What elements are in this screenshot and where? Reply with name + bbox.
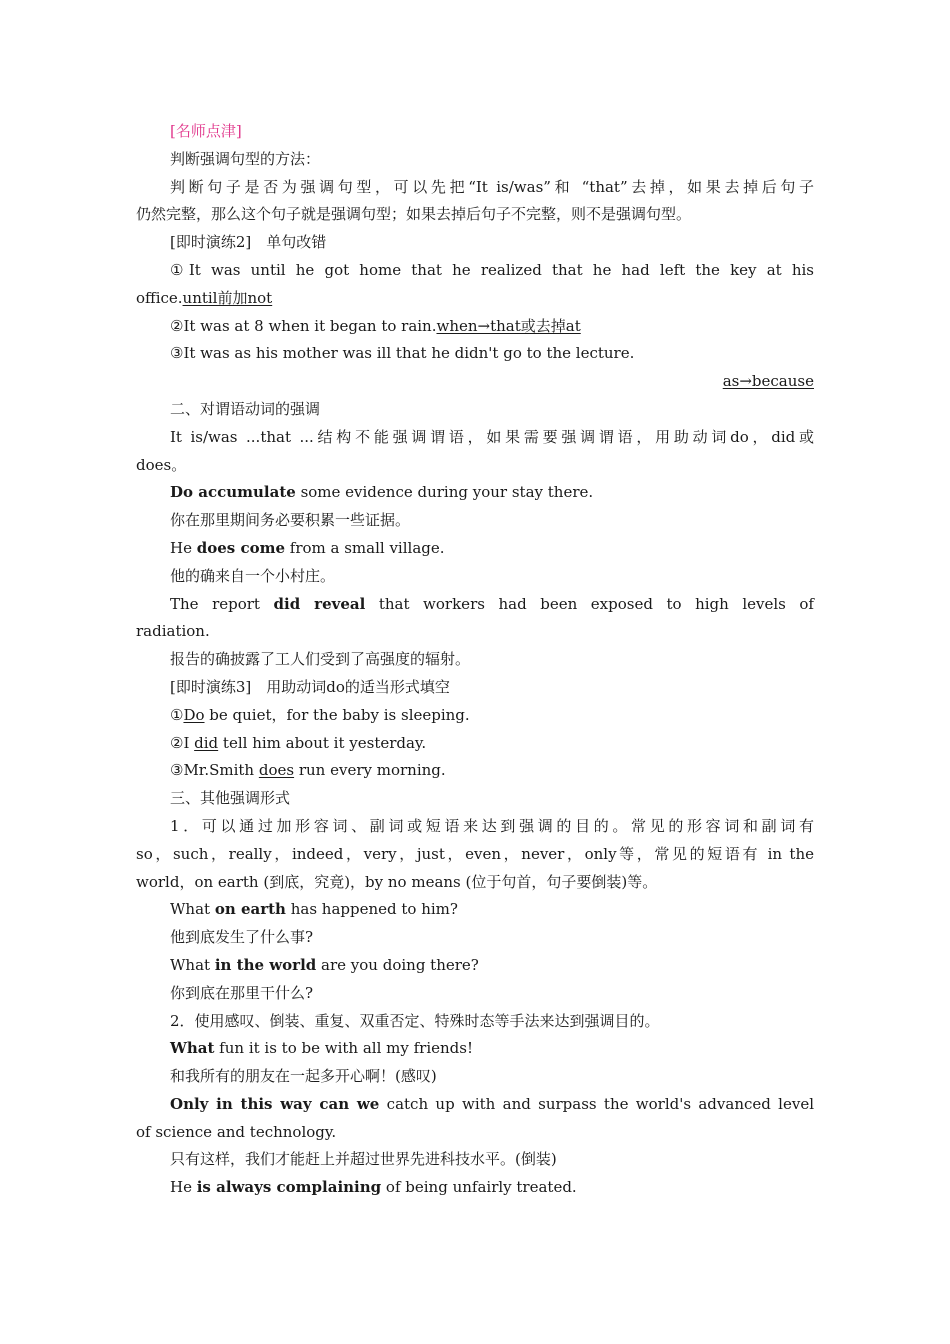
- section3-example2-cn: 你到底在那里干什么?: [170, 983, 314, 1002]
- emphasis-text: does come: [196, 538, 285, 557]
- exercise2-heading: [即时演练2] 单句改错: [170, 233, 327, 252]
- example-text: that workers had been exposed to high levels of: [365, 594, 814, 613]
- emphasis-text: did reveal: [273, 594, 366, 613]
- emphasis-text: Only in this way can we: [170, 1094, 380, 1113]
- section3-p1-line2: so，such，really，indeed，very，just，even，never，only等，常见的短语有 in the: [136, 844, 814, 863]
- emphasis-text: is always complaining: [196, 1178, 382, 1197]
- section3-example1: [136, 896, 814, 924]
- exercise2-q3: ③It was as his mother was ill that he didn't go to the lecture.: [170, 344, 635, 363]
- section3-example5: [136, 1174, 814, 1202]
- section2-example2-cn: 他的确来自一个小村庄。: [170, 566, 336, 585]
- exercise3-q1-answer: Do: [183, 705, 205, 724]
- exercise3-q1: [136, 702, 814, 730]
- example-text: What: [170, 900, 215, 919]
- exercise3-q3-answer: does: [258, 761, 295, 780]
- section2-rule-line2: does。: [136, 455, 187, 474]
- question-number: ①: [170, 705, 184, 724]
- section2-example2: [136, 535, 814, 563]
- section3-heading: 三、其他强调形式: [170, 789, 291, 808]
- exercise2-q1-text: office.: [136, 288, 183, 307]
- section3-example4-cn: 只有这样，我们才能赶上并超过世界先进科技水平。(倒装): [170, 1150, 557, 1169]
- example-text: are you doing there?: [316, 955, 479, 974]
- exercise2-q2-answer: when→that或去掉at: [436, 316, 581, 335]
- section2-example3-cn: 报告的确披露了工人们受到了高强度的辐射。: [170, 650, 471, 669]
- exercise3-q3: [136, 757, 814, 785]
- exercise3-q2: [136, 730, 814, 758]
- example-text: some evidence during your stay there.: [295, 483, 594, 502]
- tip-line-1: 判断句子是否为强调句型，可以先把“It is/was”和 “that”去掉，如果去掉后句子: [170, 177, 814, 196]
- section3-example3: [136, 1035, 814, 1063]
- example-text: The report: [170, 594, 274, 613]
- emphasis-text: on earth: [214, 900, 286, 919]
- section3-example1-cn: 他到底发生了什么事?: [170, 928, 314, 947]
- tip-line-2: 仍然完整，那么这个句子就是强调句型；如果去掉后句子不完整，则不是强调句型。: [136, 205, 692, 224]
- section3-p1-line1: 1．可以通过加形容词、副词或短语来达到强调的目的。常见的形容词和副词有: [170, 816, 814, 835]
- section3-p2: 2．使用感叹、倒装、重复、双重否定、特殊时态等手法来达到强调目的。: [170, 1011, 660, 1030]
- section2-heading: 二、对谓语动词的强调: [170, 399, 321, 418]
- exercise2-q1-line1: ①It was until he got home that he realized that he had left the key at his: [170, 260, 814, 279]
- example-text: has happened to him?: [285, 900, 458, 919]
- emphasis-text: What: [170, 1039, 215, 1058]
- exercise2-q3-answer-row: [136, 368, 814, 396]
- section3-example3-cn: 和我所有的朋友在一起多开心啊！(感叹): [170, 1067, 437, 1086]
- example-text: catch up with and surpass the world's advanced level: [379, 1094, 815, 1113]
- question-text: ②I: [170, 733, 195, 752]
- document-page: [136, 118, 814, 1202]
- section3-example2: [136, 952, 814, 980]
- tip-heading: [名师点津]: [170, 122, 242, 140]
- section2-example3-line2: radiation.: [136, 622, 210, 641]
- example-text: He: [170, 538, 197, 557]
- section3-p1-line3: world，on earth (到底，究竟)，by no means (位于句首，句子要倒装)等。: [136, 872, 658, 891]
- exercise3-q2-answer: did: [194, 733, 219, 752]
- section2-rule-line1: It is/was ...that ...结构不能强调谓语，如果需要强调谓语，用助动词do，did或: [170, 427, 814, 446]
- example-text: He: [170, 1178, 197, 1197]
- question-text: run every morning.: [294, 761, 446, 780]
- section3-example4-line2: of science and technology.: [136, 1122, 337, 1141]
- question-text: ③Mr.Smith: [170, 761, 259, 780]
- section3-example4: [136, 1091, 814, 1119]
- tip-title: 判断强调句型的方法：: [170, 149, 321, 168]
- question-text: be quiet，for the baby is sleeping.: [204, 705, 470, 724]
- section2-example1-cn: 你在那里期间务必要积累一些证据。: [170, 511, 411, 530]
- section2-example1: [136, 479, 814, 507]
- example-text: from a small village.: [285, 538, 445, 557]
- example-text: of being unfairly treated.: [381, 1178, 577, 1197]
- exercise2-q3-answer: as→because: [722, 372, 814, 391]
- exercise2-q1-answer: until前加not: [182, 288, 273, 307]
- exercise2-q1-line2: [136, 285, 814, 313]
- example-text: What: [170, 955, 215, 974]
- emphasis-text: Do accumulate: [170, 483, 296, 502]
- exercise2-q2-text: ②It was at 8 when it began to rain.: [170, 316, 437, 335]
- section2-example3: [136, 591, 814, 619]
- exercise3-heading: [即时演练3] 用助动词do的适当形式填空: [170, 677, 450, 696]
- emphasis-text: in the world: [214, 955, 317, 974]
- example-text: fun it is to be with all my friends!: [214, 1039, 473, 1058]
- question-text: tell him about it yesterday.: [218, 733, 427, 752]
- exercise2-q2: [136, 313, 814, 341]
